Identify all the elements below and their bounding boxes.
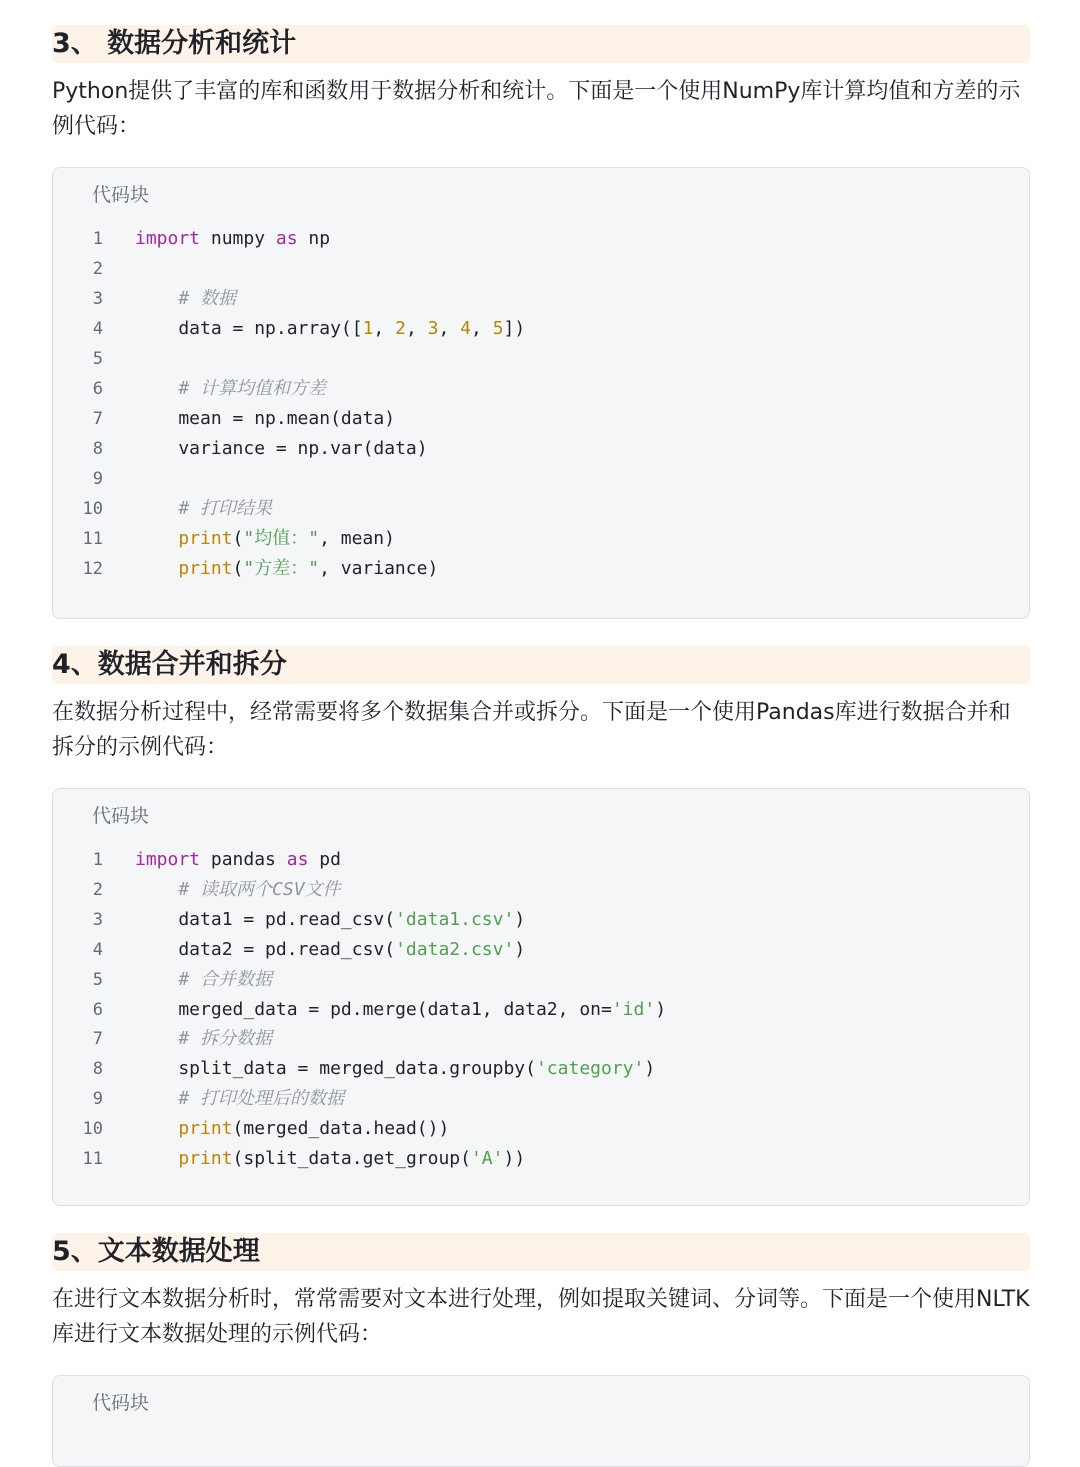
line-number: 4 [92,939,103,960]
line-number: 7 [92,1029,103,1050]
line-number: 5 [92,969,103,990]
code-token: as [275,228,298,249]
line-number: 10 [82,1119,103,1140]
section-heading-text: 5、文本数据处理 [52,1236,260,1267]
line-number: 12 [82,559,103,579]
code-token: numpy [200,228,276,249]
code-token: "方差：" [243,558,320,579]
code-token: 'category' [535,1058,645,1080]
code-text [135,494,272,524]
code-text [135,434,428,464]
code-token: (split_data.get_group( [232,1148,471,1169]
code-token [135,378,178,399]
line-number: 6 [92,999,103,1020]
code-text [135,524,395,554]
line-number: 9 [92,1089,103,1110]
code-token: merged_data = pd.merge(data1, data2, on= [135,998,612,1020]
code-token [135,498,178,519]
section-heading-text: 4、数据合并和拆分 [52,649,287,680]
line-number: 1 [92,229,103,249]
code-token: 'data1.csv' [395,908,515,930]
code-token: print [178,528,233,549]
section-paragraph: 在数据分析过程中，经常需要将多个数据集合并或拆分。下面是一个使用Pandas库进行数据合并和拆分的示例代码： [52,700,1011,760]
code-line [53,1144,1029,1174]
section-heading-text: 3、 数据分析和统计 [52,28,297,59]
code-line [53,845,1029,875]
code-token: data2 = pd.read_csv( [135,938,396,960]
code-line [53,314,1029,344]
code-line [53,494,1029,524]
line-number: 3 [92,909,103,930]
code-token: np [297,228,331,249]
code-text [135,404,395,434]
section-heading [52,1233,1030,1271]
code-block-header: 代码块 [92,805,150,827]
code-token: # 合并数据 [178,968,273,990]
code-line [53,875,1029,905]
code-text [135,284,236,314]
code-token: 3 [427,318,439,339]
code-line [53,965,1029,995]
code-token: as [286,849,309,870]
code-line [53,284,1029,314]
code-text [135,995,666,1025]
code-token: , [438,318,461,339]
code-token: split_data = merged_data.groupby( [135,1058,536,1080]
code-token: data1 = pd.read_csv( [135,908,396,930]
code-text [135,845,341,875]
code-token [135,879,178,900]
code-block-header: 代码块 [92,184,150,206]
code-token: # 打印结果 [178,498,273,519]
code-line [53,524,1029,554]
code-text [135,1114,449,1144]
code-line [53,434,1029,464]
code-token: # 拆分数据 [178,1028,273,1050]
code-line [53,995,1029,1025]
code-line [53,224,1029,254]
line-number: 3 [92,289,103,309]
code-line [53,374,1029,404]
code-block[interactable] [52,167,1030,619]
code-line [53,1114,1029,1144]
code-token: variance = np.var(data) [135,438,428,459]
code-token [135,1148,178,1169]
code-token: (merged_data.head()) [232,1118,450,1140]
line-number: 1 [92,850,103,870]
code-token: 2 [395,318,406,339]
code-token: pandas [200,849,287,870]
code-token: ) [644,1058,656,1080]
code-token: 'A' [470,1148,504,1169]
code-text [135,314,525,344]
code-token: ) [514,908,526,930]
code-token: 5 [492,318,504,339]
code-block-header: 代码块 [92,1392,150,1414]
code-token: import [135,849,201,870]
code-token: ) [514,938,526,960]
code-line [53,344,1029,374]
code-token: 'id' [611,998,656,1020]
code-block[interactable] [52,1375,1030,1467]
code-token: ]) [503,318,526,339]
code-token: # 读取两个CSV文件 [178,878,341,900]
code-token [135,288,178,309]
line-number: 8 [92,439,103,459]
line-number: 8 [92,1059,103,1080]
line-number: 11 [82,529,103,549]
code-token: )) [503,1148,526,1169]
code-line [53,1084,1029,1114]
line-number: 10 [82,499,103,519]
code-token: print [178,1148,233,1169]
code-token: , mean) [319,528,395,549]
code-text [135,1054,655,1084]
code-text [135,965,272,995]
code-token: import [135,228,201,249]
code-token: data = np.array([ [135,318,363,339]
code-token: pd [308,849,341,870]
code-token: mean = np.mean(data) [135,408,396,429]
code-token [135,1118,178,1139]
line-number: 5 [92,349,103,369]
code-token [135,969,178,990]
code-token: # 打印处理后的数据 [178,1088,345,1110]
line-number: 2 [92,879,103,900]
section-heading [52,646,1030,684]
code-token: 'data2.csv' [395,938,515,960]
line-number: 9 [92,469,103,489]
code-line [53,404,1029,434]
code-token: , [405,318,428,339]
section-paragraph: 在进行文本数据分析时，常常需要对文本进行处理，例如提取关键词、分词等。下面是一个使用NLTK库进行文本数据处理的示例代码： [52,1287,1030,1347]
line-number: 7 [92,409,103,429]
code-token: , [373,318,396,339]
code-line [53,935,1029,965]
code-token: , [471,318,493,339]
code-token [135,1088,178,1109]
code-text [135,224,330,254]
code-text [135,374,326,404]
code-token: ) [655,998,667,1020]
code-token: ( [232,528,244,549]
code-text [135,1144,525,1174]
code-token: # 数据 [178,288,237,309]
code-token: ( [232,558,244,579]
code-text [135,1024,272,1054]
line-number: 11 [82,1149,103,1169]
section-heading [52,25,1030,63]
code-line [53,254,1029,284]
code-line [53,905,1029,935]
code-token [135,1028,178,1049]
code-token: , variance) [319,558,439,579]
code-token: 4 [460,318,472,339]
code-line [53,1054,1029,1084]
code-line [53,554,1029,584]
code-text [135,935,525,965]
section-paragraph: Python提供了丰富的库和函数用于数据分析和统计。下面是一个使用NumPy库计算均值和方差的示例代码： [52,79,1021,139]
code-token [135,528,178,549]
code-text [135,875,341,905]
line-number: 6 [92,379,103,399]
code-line [53,1024,1029,1054]
code-block[interactable] [52,788,1030,1206]
line-number: 4 [92,319,103,339]
code-text [135,905,525,935]
code-text [135,554,438,584]
code-line [53,464,1029,494]
code-token: print [178,558,233,579]
code-token: print [178,1118,233,1140]
code-token: "均值：" [243,528,320,549]
code-token: 1 [362,318,374,339]
code-text [135,1084,344,1114]
code-token: # 计算均值和方差 [178,378,327,399]
code-token [135,558,178,579]
line-number: 2 [92,259,103,279]
